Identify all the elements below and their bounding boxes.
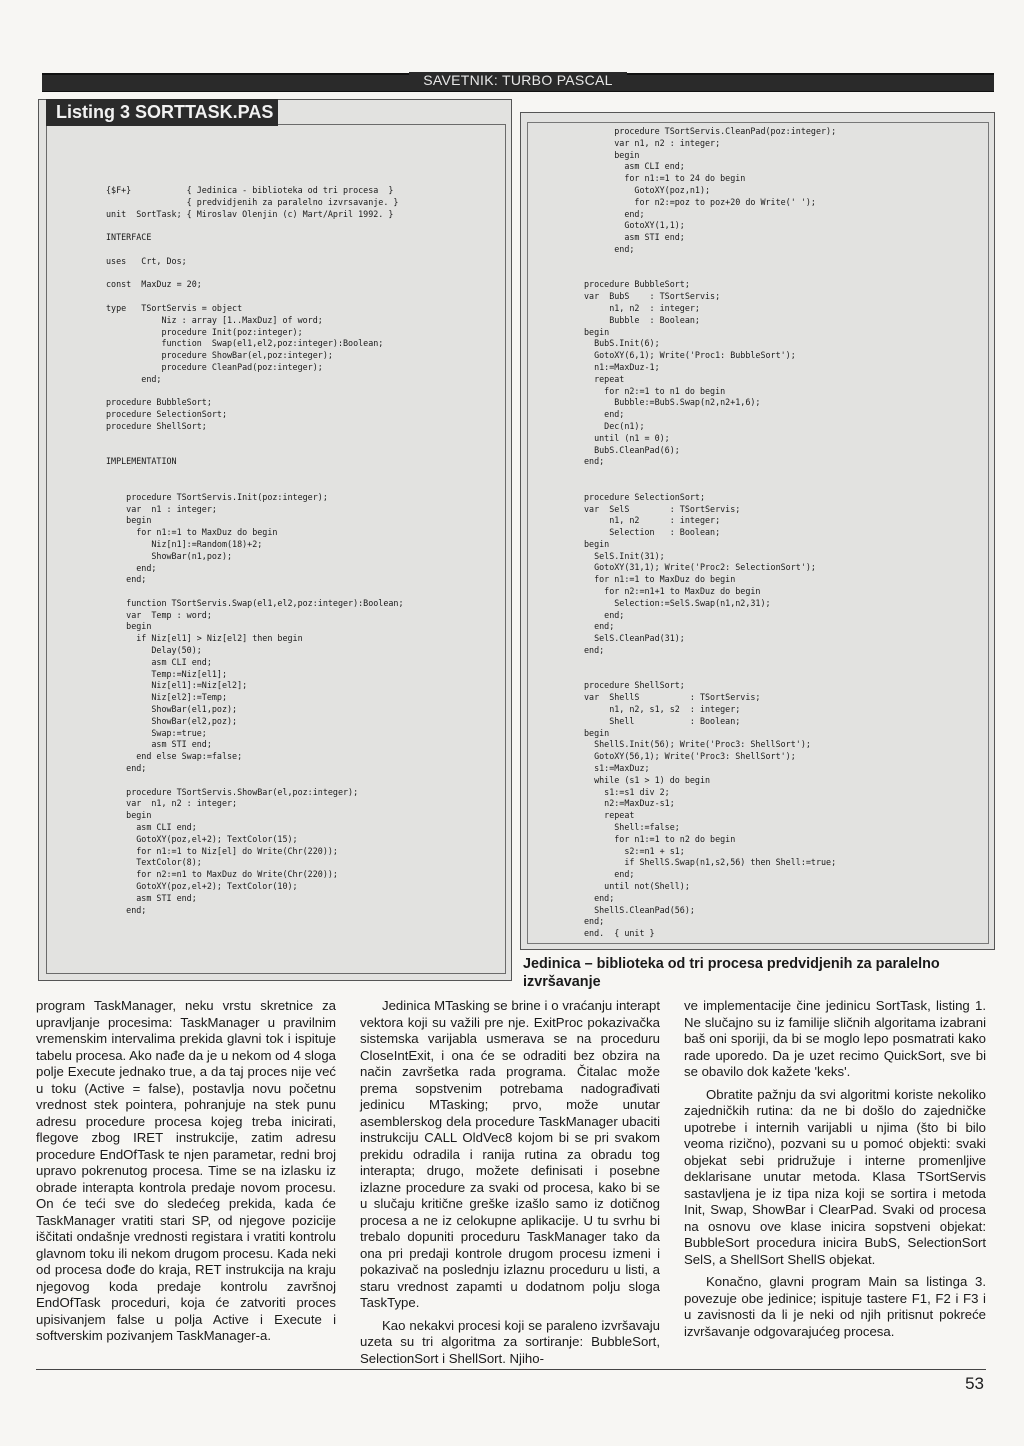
section-header-bar [42,73,994,92]
code-listing-right: procedure TSortServis.CleanPad(poz:integer); var n1, n2 : integer; begin asm CLI end; for n1:=1 to 24 do begin GotoXY(poz,n1); for n2:=poz to poz+20 do Write(' '); end; GotoXY(1,1); asm STI end; end; procedure BubbleSort; var BubS : TSortServis; n1, n2 : integer; Bubble : Boolean; begin BubS.Init(6); GotoXY(6,1); Write('Proc1: BubbleSort'); n1:=MaxDuz-1; repeat for n2:=1 to n1 do begin Bubble:=BubS.Swap(n2,n2+1,6); end; Dec(n1); until (n1 = 0); BubS.CleanPad(6); end; procedure SelectionSort; var SelS : TSortServis; n1, n2 : integer; Selection : Boolean; begin SelS.Init(31); GotoXY(31,1); Write('Proc2: SelectionSort'); for n1:=1 to MaxDuz do begin for n2:=n1+1 to MaxDuz do begin Selection:=SelS.Swap(n1,n2,31); end; end; SelS.CleanPad(31); end; procedure ShellSort; var ShellS : TSortServis; n1, n2, s1, s2 : integer; Shell : Boolean; begin ShellS.Init(56); Write('Proc3: ShellSort'); GotoXY(56,1); Write('Proc3: ShellSort'); s1:=MaxDuz; while (s1 > 1) do begin s1:=s1 div 2; n2:=MaxDuz-s1; repeat Shell:=false; for n1:=1 to n2 do begin s2:=n1 + s1; if ShellS.Swap(n1,s2,56) then Shell:=true; end; until not(Shell); end; ShellS.CleanPad(56); end; end. { unit } [584,126,837,939]
section-header-title: SAVETNIK: TURBO PASCAL [409,72,626,88]
paragraph: ve implementacije čine jedinicu SortTask, listing 1. Ne slučajno su iz familije sličnih algoritama izabrani baš oni sporiji, da bi se moglo lepo posmatrati kako rade uporedo. Da je uzet recimo QuickSort, sve bi se obavilo dok kažete 'keks'. [684,998,986,1079]
paragraph: Jedinica MTasking se brine i o vraćanju interapt vektora koji su važili pre nje. ExitProc pokazivačka sistemska varijabla usmerava se na proceduru CloseIntExit, i ona će se odraditi bez obzira na način završetka rada programa. Čitalac može prema sopstvenim potrebama nadograđivati jedinicu MTasking; prvo, može unutar asemblerskog dela procedure TaskManager ubaciti instrukciju CALL OldVec8 kojom bi se pri svakom prekidu odradila i ranija rutina za obradu tog interapta; drugo, možete definisati i posebne izlazne procedure za svaki od procesa, kako bi se u slučaju kritične greške izašlo samo iz dotičnog procesa a ne iz celokupne aplikacije. U tu svrhu bi trebalo dopuniti proceduru TaskManager tako da ona pri predaji kontrole drugom procesu izmeni i pokazivač na poslednju izlaznu proceduru u listi, a staru vrednost zapamti u dodatnom polju sloga TaskType. [360,998,660,1310]
article-column-2 [360,998,660,1373]
listing-title: Listing 3 SORTTASK.PAS [46,99,278,126]
paragraph: Obratite pažnju da svi algoritmi koriste nekoliko zajedničkih rutina: da ne bi došlo do zajedničke upotrebe i internih varijabli u njima (što bi bilo veoma rizično), pozvani su u pomoć objekti: svaki objekat sebi pridružuje i interne promenljive deklarisane unutar metoda. Klasa TSortServis sastavljena je iz tipa niza koji se sortira i metoda Init, Swap, ShowBar i ClearPad. Svaki od procesa na osnovu ove klase inicira sopstveni objekat: BubbleSort procedura inicira BubS, SelectionSort SelS, a ShellSort ShellS objekat. [684,1086,986,1267]
listing-caption: Jedinica – biblioteka od tri procesa predvidjenih za paralelno izvršavanje [523,956,940,990]
code-listing-left: {$F+} { Jedinica - biblioteka od tri procesa } { predvidjenih za paralelno izvrsavanje. } unit SortTask; { Miroslav Olenjin (c) Mart/April 1992. } INTERFACE uses Crt, Dos; const MaxDuz = 20; type TSortServis = object Niz : array [1..MaxDuz] of word; procedure Init(poz:integer); function Swap(el1,el2,poz:integer):Boolean; procedure ShowBar(el,poz:integer); procedure CleanPad(poz:integer); end; procedure BubbleSort; procedure SelectionSort; procedure ShellSort; IMPLEMENTATION procedure TSortServis.Init(poz:integer); var n1 : integer; begin for n1:=1 to MaxDuz do begin Niz[n1]:=Random(18)+2; ShowBar(n1,poz); end; end; function TSortServis.Swap(el1,el2,poz:integer):Boolean; var Temp : word; begin if Niz[el1] > Niz[el2] then begin Delay(50); asm CLI end; Temp:=Niz[el1]; Niz[el1]:=Niz[el2]; Niz[el2]:=Temp; ShowBar(el1,poz); ShowBar(el2,poz); Swap:=true; asm STI end; end else Swap:=false; end; procedure TSortServis.ShowBar(el,poz:integer); var n1, n2 : integer; begin asm CLI end; GotoXY(poz,el+2); TextColor(15); for n1:=1 to Niz[el] do Write(Chr(220)); TextColor(8); for n2:=n1 to MaxDuz do Write(Chr(220)); GotoXY(poz,el+2); TextColor(10); asm STI end; end; [106,185,404,915]
footer-rule [36,1369,986,1370]
page-number: 53 [965,1374,984,1393]
article-column-3 [684,998,986,1346]
paragraph: program TaskManager, neku vrstu skretnice za upravljanje procesima: TaskManager u pravilnim vremenskim intervalima prekida glavni tok i ispituje tabelu procesa. Ako nađe da je u nekom od 4 sloga polje Execute jednako true, a da taj proces nije već u toku (Active = false), postavlja novu početnu vrednost stek pointera, pohranjuje na stek punu adresu procedure procesa kojeg treba inicirati, flegove zbog IRET instrukcije, zatim adresu procedure EndOfTask te njen parametar, redni broj upravo pokrenutog procesa. Time se na izlasku iz obrade interapta kontrola predaje novom procesu. On će teći sve do sledećeg prekida, kada će TaskManager vratiti stari SP, od njegove pozicije iščitati ondašnje vrednosti registara i vratiti kontrolu glavnom toku ili nekom drugom procesu. Kada neki od procesa dođe do kraja, RET instrukcija na kraju njegovog koda predaje kontrolu završnoj EndOfTask proceduri, koja će zatvoriti proces upisivanjem false u polja Active i Execute i softverskim pozivanjem TaskManager-a. [36,998,336,1343]
paragraph: Kao nekakvi procesi koji se paraleno izvršavaju uzeta su tri algoritma za sortiranje: BubbleSort, SelectionSort i ShellSort. Njiho- [360,1317,660,1366]
article-column-1 [36,998,336,1351]
paragraph: Konačno, glavni program Main sa listinga 3. povezuje obe jedinice; ispituje tastere F1, F2 i F3 i u zavisnosti da li je neki od njih pritisnut pokreće izvršavanje odgovarajućeg procesa. [684,1274,986,1339]
